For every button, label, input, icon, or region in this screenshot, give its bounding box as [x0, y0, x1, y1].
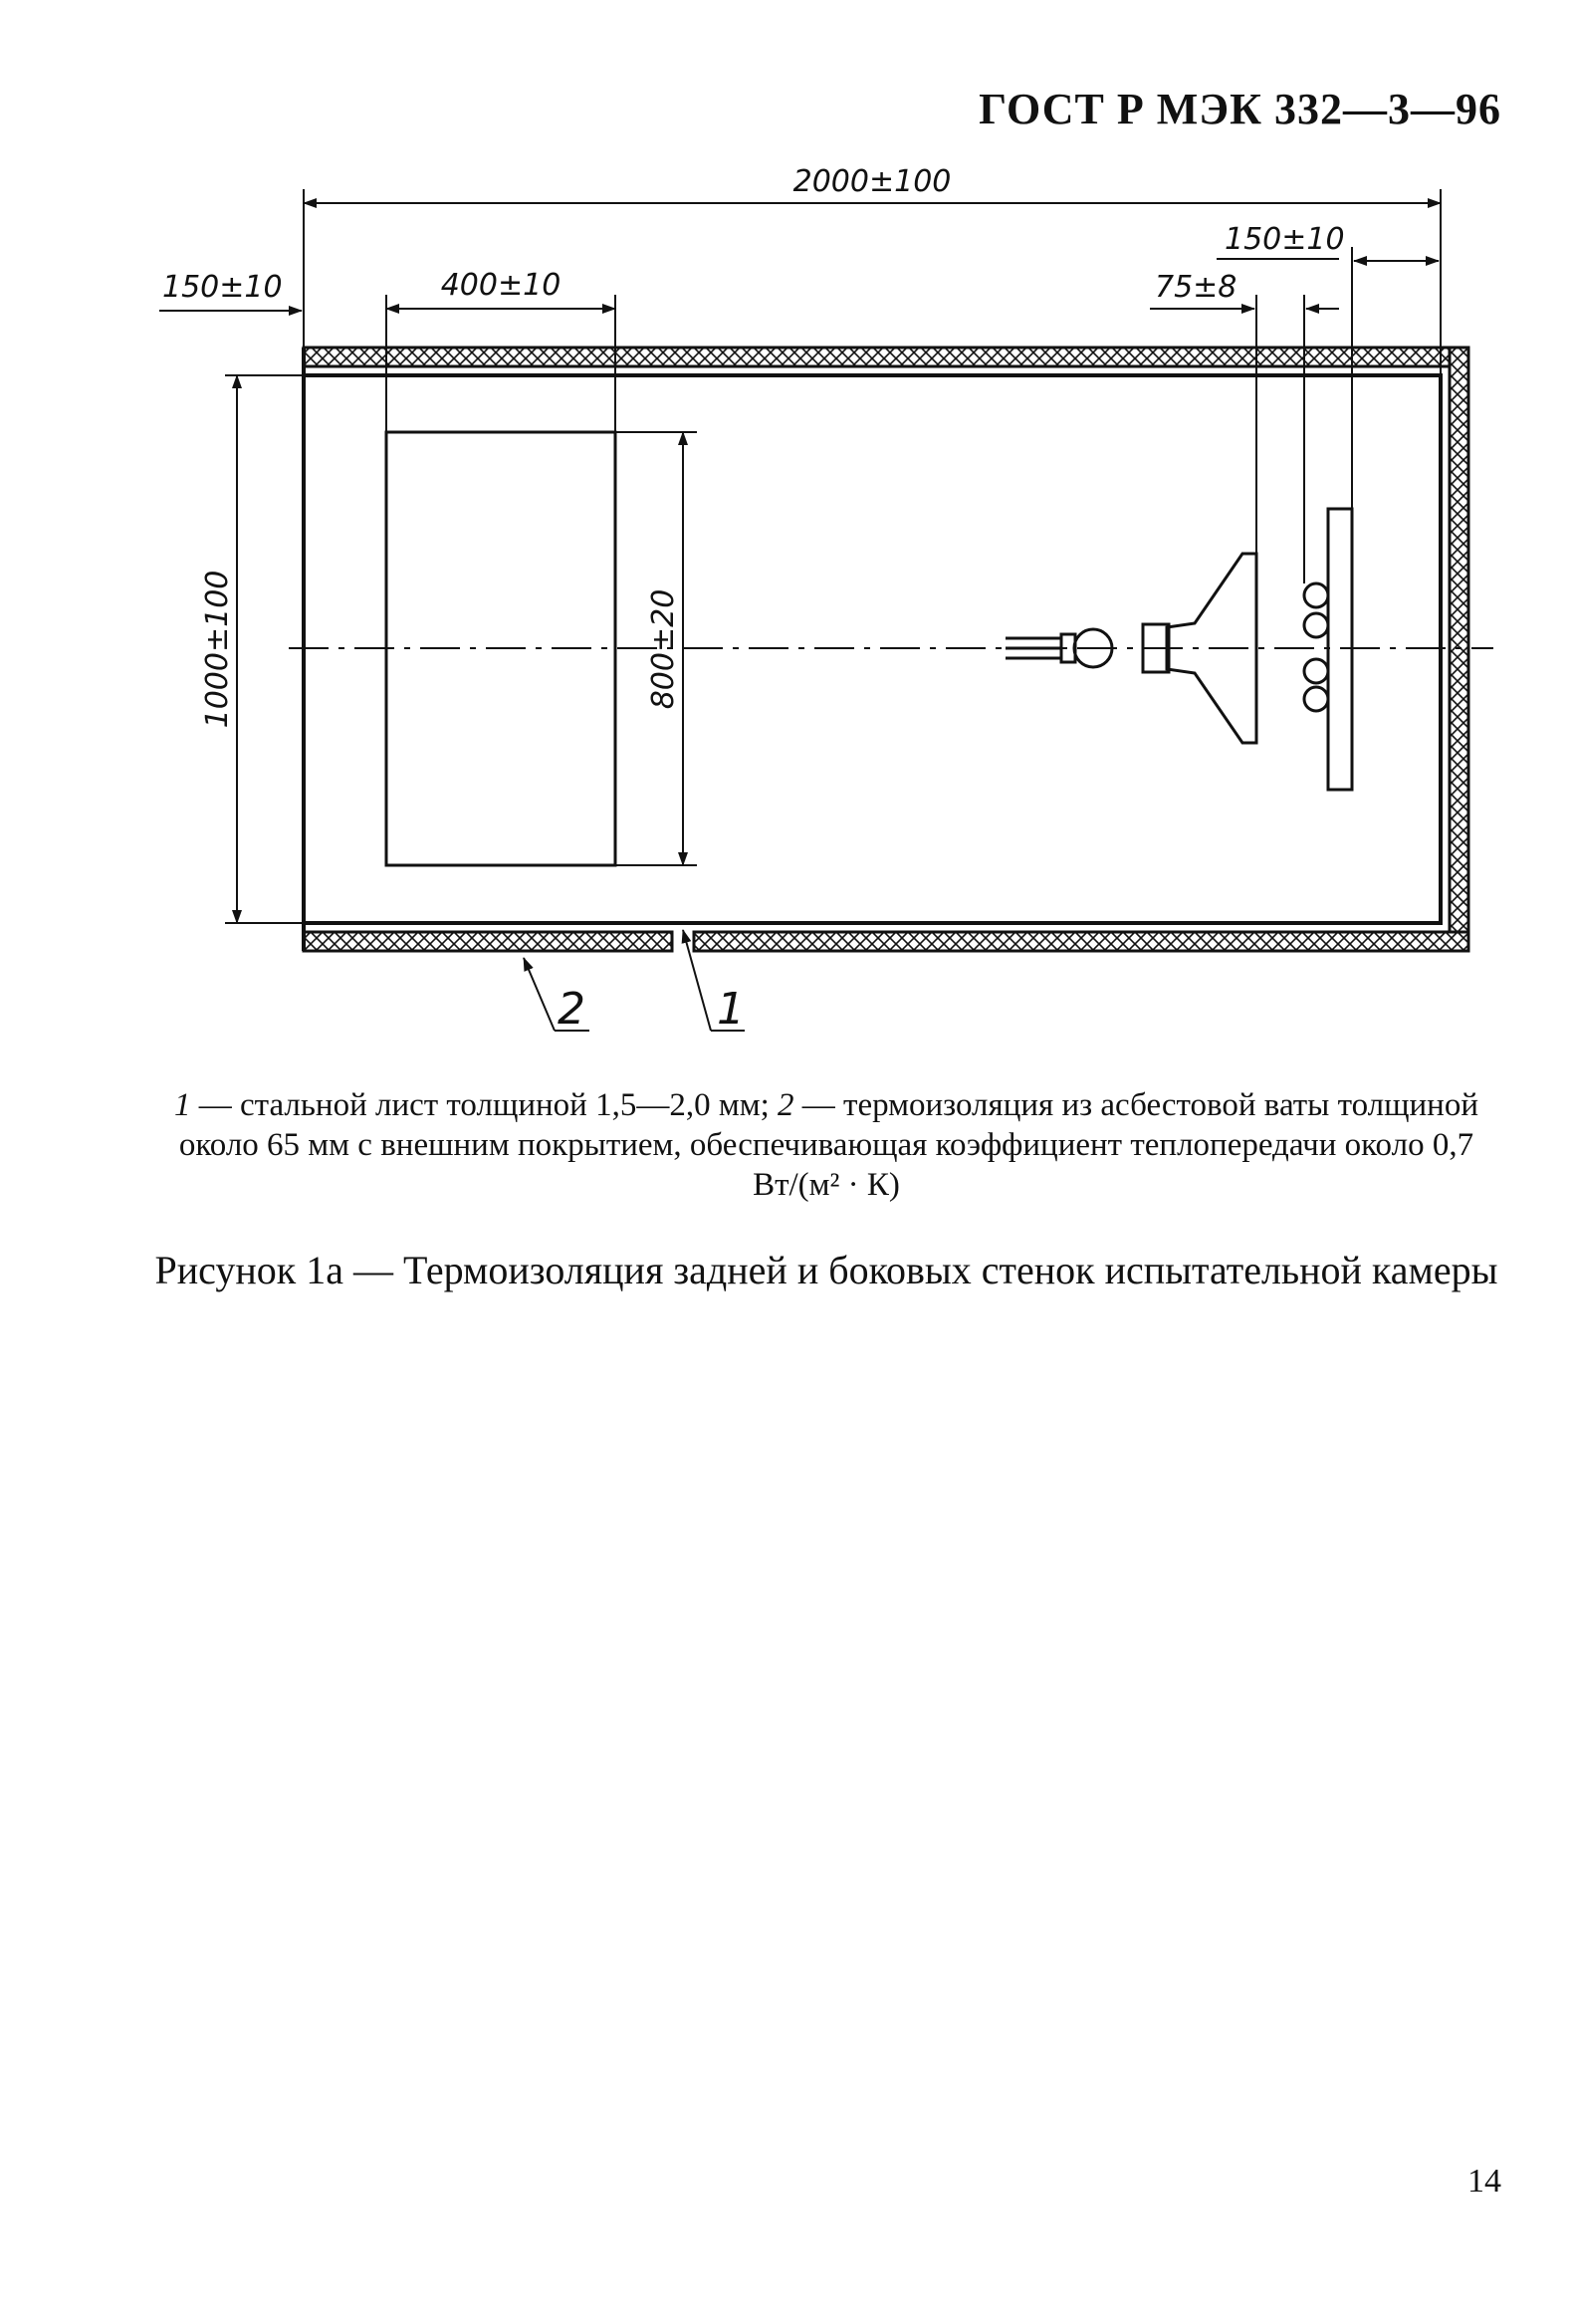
figure-caption: Рисунок 1а — Термоизоляция задней и боковых стенок испытательной камеры [154, 1248, 1498, 1292]
dim-rack-height-label: 800±20 [646, 588, 681, 710]
dim-chamber-height-label: 1000±100 [200, 570, 235, 729]
standard-header: ГОСТ Р МЭК 332—3—96 [979, 85, 1501, 133]
figure-legend [139, 1085, 1513, 1205]
leader-insulation-number: 2 [558, 984, 585, 1035]
dim-left-offset-label: 150±10 [162, 270, 283, 305]
legend-item2-text: — термоизоляция из асбестовой ваты толщиной около 65 мм с внешним покрытием, обеспечивающая коэффициент теплопередачи около 0,7 Вт/(м² · К) [178, 1087, 1479, 1203]
insulation-diagram [0, 0, 1573, 1095]
leader-steel-sheet-number: 1 [717, 984, 745, 1035]
dim-burner-gap [1150, 295, 1339, 583]
legend-item1-number: 1 [173, 1087, 191, 1123]
legend-item1-text: — стальной лист толщиной 1,5—2,0 мм; [190, 1087, 779, 1123]
dim-burner-gap-label: 75±8 [1155, 270, 1237, 305]
dim-total-length-label: 2000±100 [792, 164, 952, 199]
dim-right-offset [1217, 247, 1439, 509]
dim-rack-width-label: 400±10 [440, 268, 562, 303]
page-number: 14 [1467, 2163, 1501, 2200]
dim-right-offset-label: 150±10 [1225, 222, 1345, 257]
legend-item2-number: 2 [778, 1087, 794, 1123]
